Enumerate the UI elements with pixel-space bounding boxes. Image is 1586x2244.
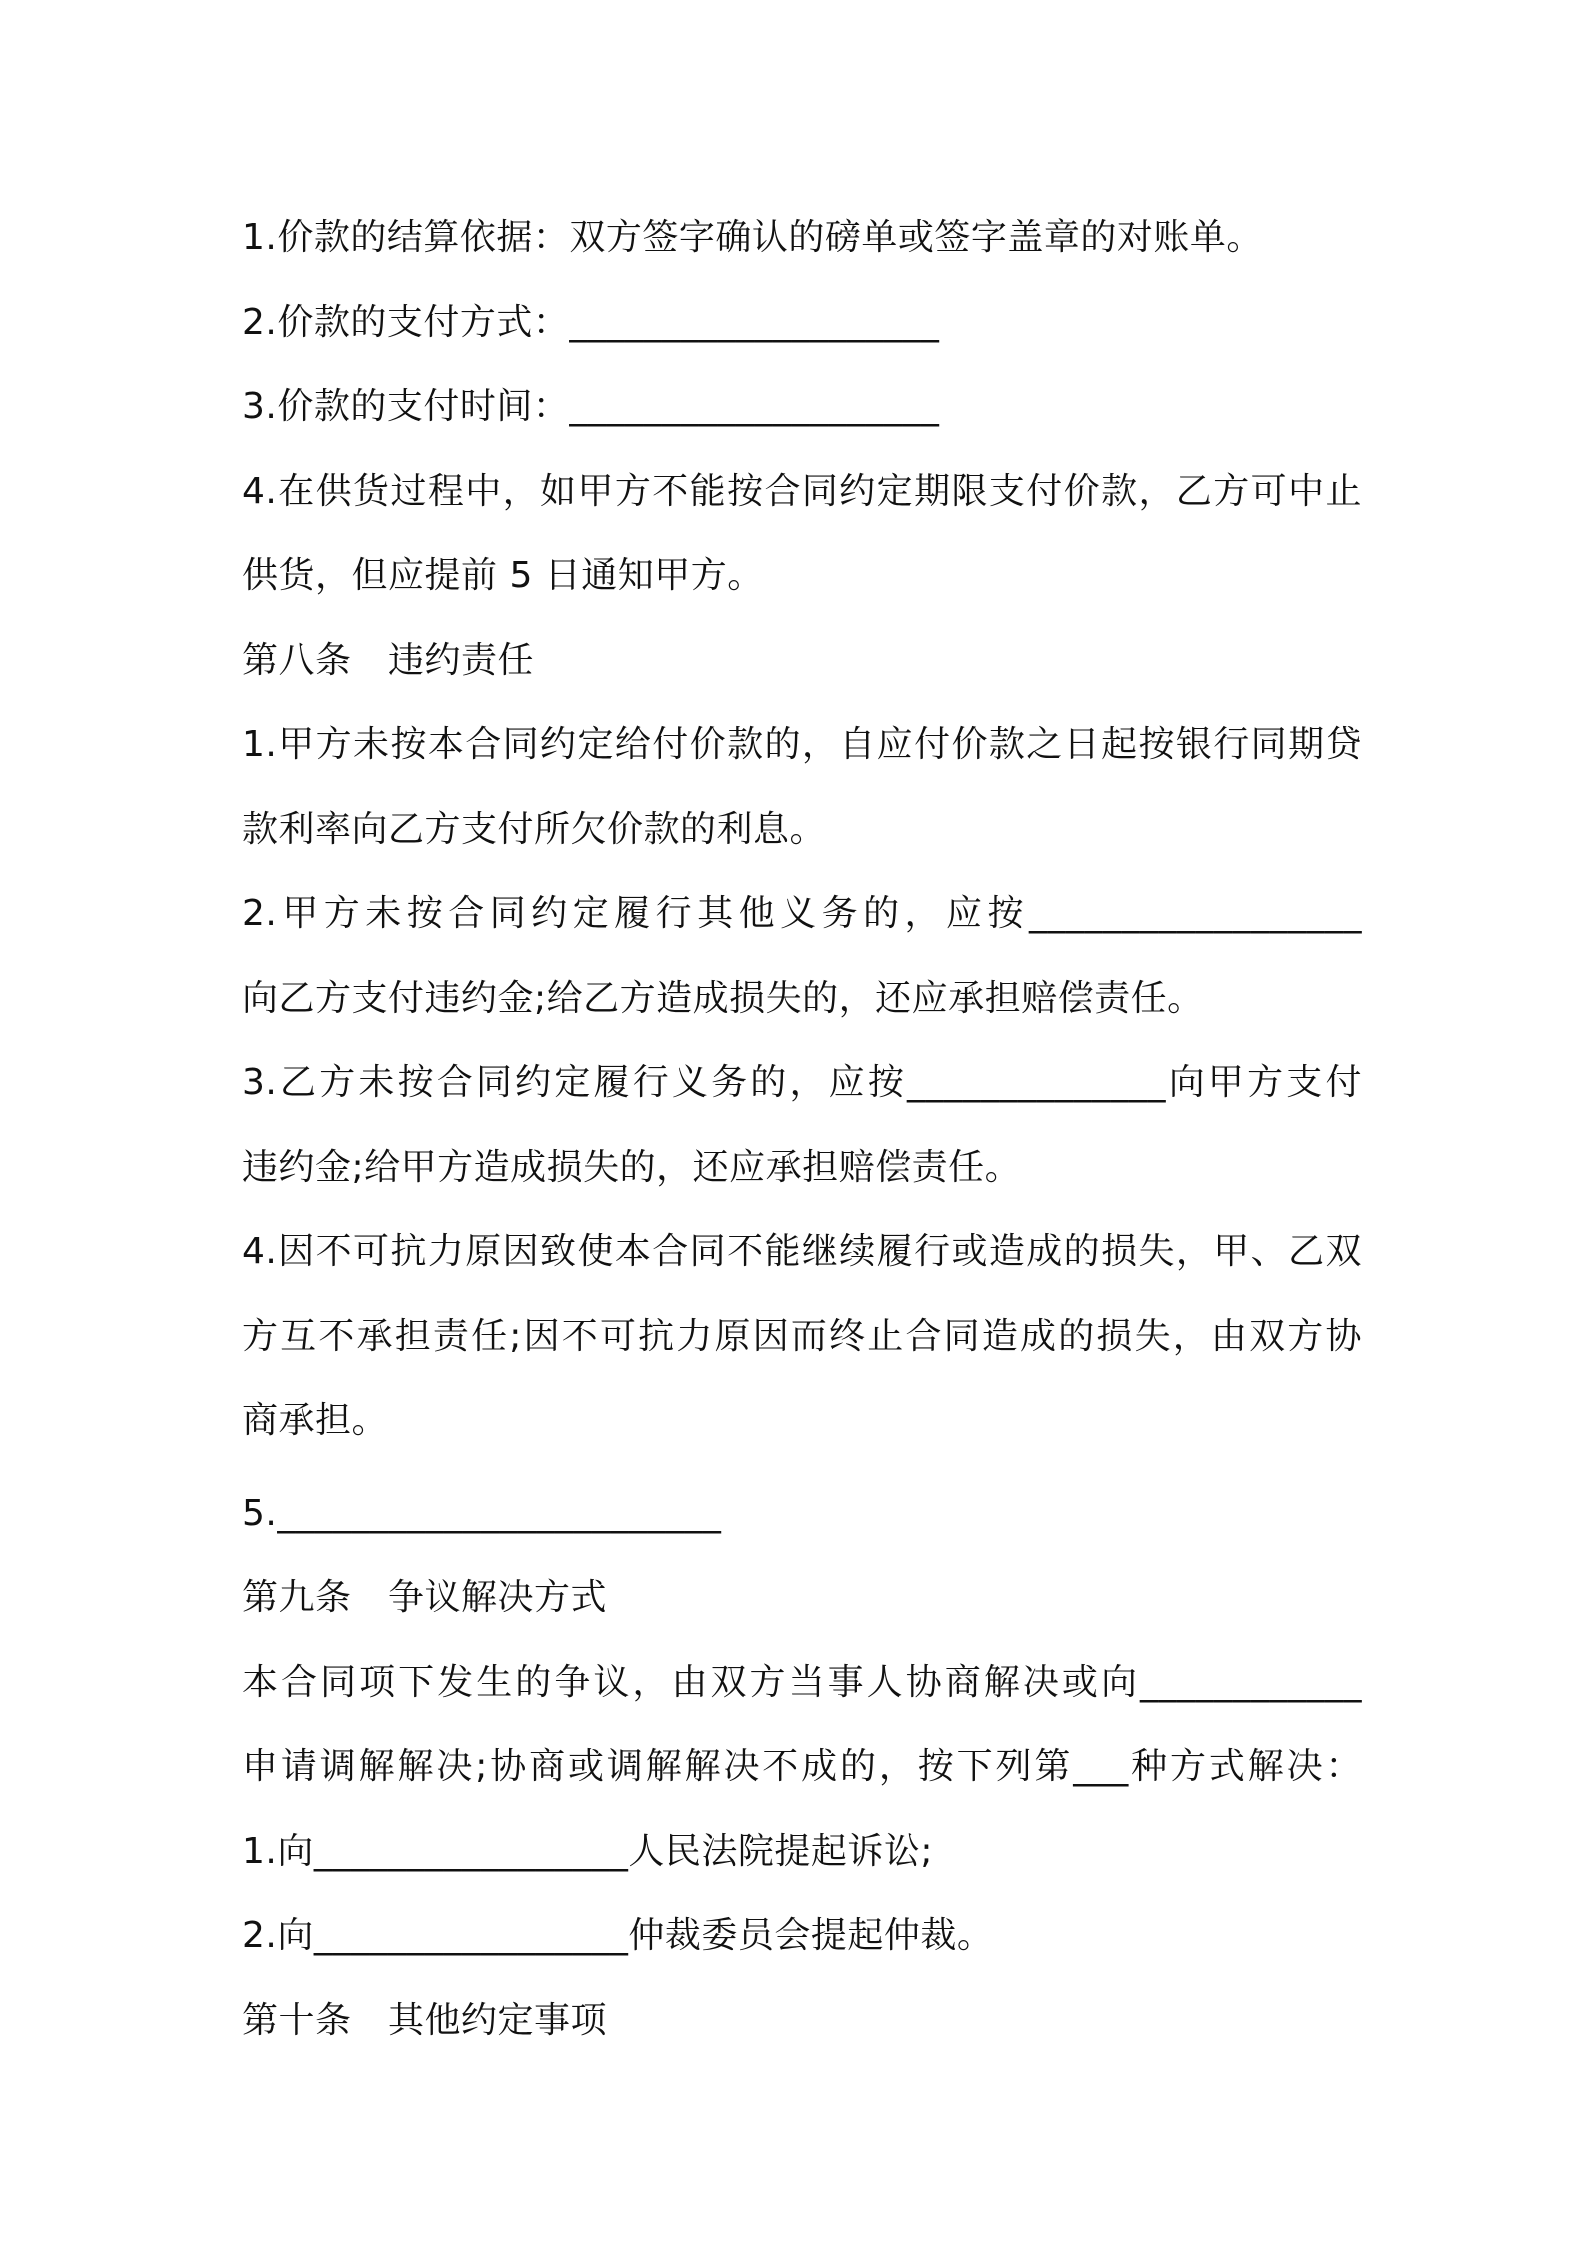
section-heading: 第九条 争议解决方式 <box>242 1577 608 1618</box>
text-line: 5.________________________ <box>242 1492 722 1534</box>
contract-text-body <box>242 196 1362 2063</box>
text-line: 2.价款的支付方式：____________________ <box>242 301 940 343</box>
text-line: 3.乙方未按合同约定履行义务的，应按______________向甲方支付 <box>242 1062 1362 1103</box>
text-line: 4.在供货过程中，如甲方不能按合同约定期限支付价款，乙方可中止 <box>242 470 1362 512</box>
text-line: 供货，但应提前 5 日通知甲方。 <box>242 555 764 596</box>
text-line: 违约金;给甲方造成损失的，还应承担赔偿责任。 <box>242 1146 1022 1188</box>
text-line: 1.向_________________人民法院提起诉讼; <box>242 1830 933 1872</box>
text-line: 申请调解解决;协商或调解解决不成的，按下列第___种方式解决： <box>242 1746 1362 1787</box>
text-line: 向乙方支付违约金;给乙方造成损失的，还应承担赔偿责任。 <box>242 977 1204 1019</box>
text-line: 1.甲方未按本合同约定给付价款的，自应付价款之日起按银行同期贷 <box>242 724 1362 765</box>
text-line: 2.甲方未按合同约定履行其他义务的，应按__________________ <box>242 893 1362 934</box>
section-heading: 第十条 其他约定事项 <box>242 1999 608 2041</box>
text-line: 1.价款的结算依据：双方签字确认的磅单或签字盖章的对账单。 <box>242 217 1263 258</box>
section-heading: 第八条 违约责任 <box>242 639 535 681</box>
text-line: 商承担。 <box>242 1400 389 1441</box>
text-line: 方互不承担责任;因不可抗力原因而终止合同造成的损失，由双方协 <box>242 1315 1362 1357</box>
text-line: 本合同项下发生的争议，由双方当事人协商解决或向____________ <box>242 1661 1362 1703</box>
text-line: 3.价款的支付时间：____________________ <box>242 386 940 427</box>
text-line: 2.向_________________仲裁委员会提起仲裁。 <box>242 1915 994 1956</box>
text-line: 4.因不可抗力原因致使本合同不能继续履行或造成的损失，甲、乙双 <box>242 1231 1362 1272</box>
text-line: 款利率向乙方支付所欠价款的利息。 <box>242 808 827 850</box>
